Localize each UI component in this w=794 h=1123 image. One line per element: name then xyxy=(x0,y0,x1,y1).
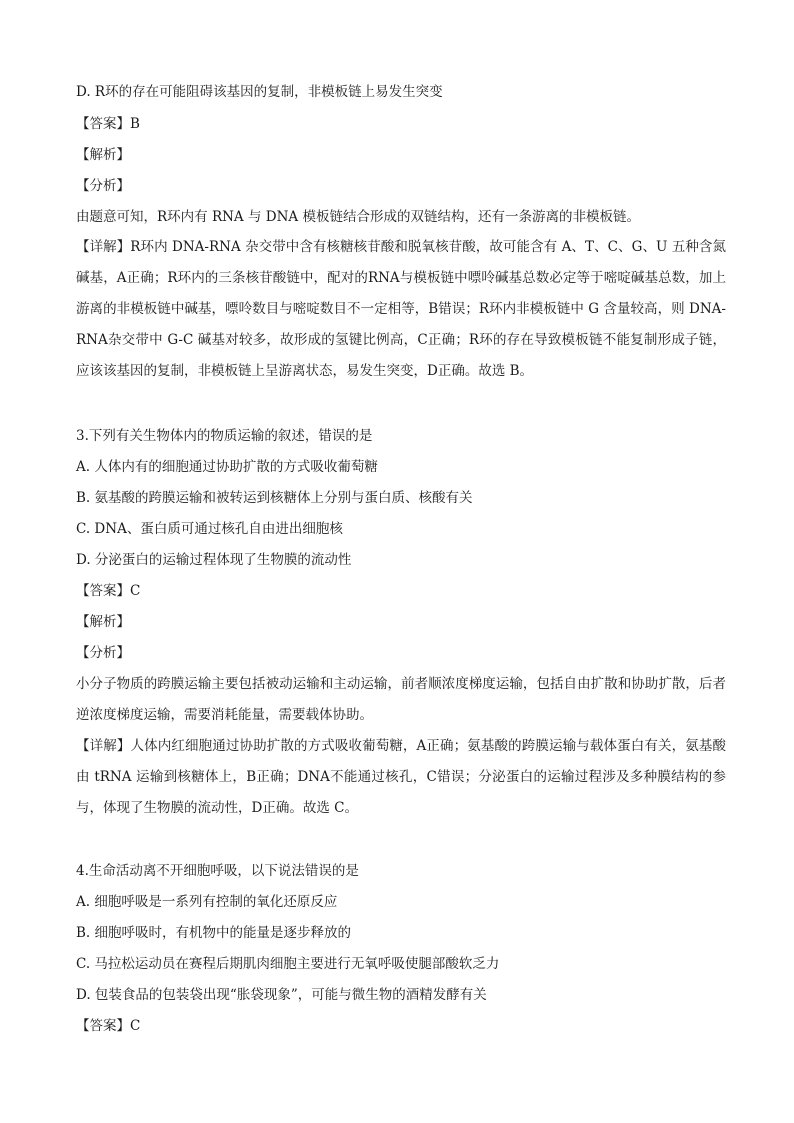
q2-fenxi-text: 由题意可知，R环内有 RNA 与 DNA 模板链结合形成的双链结构，还有一条游离的非模板链。 xyxy=(76,209,640,225)
q4-option-b: B. 细胞呼吸时，有机物中的能量是逐步释放的 xyxy=(76,925,352,941)
q2-fenxi-header: 【分析】 xyxy=(76,178,130,194)
q3-option-c: C. DNA、蛋白质可通过核孔自由进出细胞核 xyxy=(76,521,343,537)
q4-option-c: C. 马拉松运动员在赛程后期肌肉细胞主要进行无氧呼吸使腿部酸软乏力 xyxy=(76,956,500,972)
q4-option-a: A. 细胞呼吸是一系列有控制的氧化还原反应 xyxy=(76,894,338,910)
q2-detail-paragraph xyxy=(76,232,726,387)
q3-analysis-header: 【解析】 xyxy=(76,614,130,630)
q3-fenxi-header: 【分析】 xyxy=(76,645,130,661)
q3-option-d: D. 分泌蛋白的运输过程体现了生物膜的流动性 xyxy=(76,552,352,568)
q3-detail-paragraph xyxy=(76,731,726,824)
q4-stem: 4.生命活动离不开细胞呼吸，以下说法错误的是 xyxy=(76,863,359,879)
q3-detail-text: 【详解】人体内红细胞通过协助扩散的方式吸收葡萄糖，A正确；氨基酸的跨膜运输与载体蛋白有关，氨基酸由 tRNA 运输到核糖体上，B正确；DNA不能通过核孔，C错误；分泌蛋白的运输过程涉及多种膜结构的参与，体现了生物膜的流动性，D正确。故选 C。 xyxy=(76,738,726,816)
q2-option-d: D. R环的存在可能阻碍该基因的复制，非模板链上易发生突变 xyxy=(76,84,443,100)
q3-fenxi-text: 小分子物质的跨膜运输主要包括被动运输和主动运输，前者顺浓度梯度运输，包括自由扩散和协助扩散，后者逆浓度梯度运输，需要消耗能量，需要载体协助。 xyxy=(76,676,726,723)
q4-option-d: D. 包装食品的包装袋出现“胀袋现象”，可能与微生物的酒精发酵有关 xyxy=(76,987,487,1003)
q3-fenxi-paragraph xyxy=(76,669,726,731)
q2-analysis-header: 【解析】 xyxy=(76,147,130,163)
q4-answer: 【答案】C xyxy=(76,1018,141,1034)
q3-answer: 【答案】C xyxy=(76,583,141,599)
q3-stem: 3.下列有关生物体内的物质运输的叙述，错误的是 xyxy=(76,428,373,444)
q3-option-b: B. 氨基酸的跨膜运输和被转运到核糖体上分别与蛋白质、核酸有关 xyxy=(76,490,473,506)
q3-option-a: A. 人体内有的细胞通过协助扩散的方式吸收葡萄糖 xyxy=(76,459,378,475)
q2-answer: 【答案】B xyxy=(76,116,140,132)
q2-detail-text: 【详解】R环内 DNA-RNA 杂交带中含有核糖核苷酸和脱氧核苷酸，故可能含有 A、T、C、G、U 五种含氮碱基，A正确；R环内的三条核苷酸链中，配对的RNA与模板链中嘌呤碱基总数必定等于嘧啶碱基总数，加上游离的非模板链中碱基，嘌呤数目与嘧啶数目不一定相等，B错误；R环内非模板链中 G 含量较高，则 DNA-RNA杂交带中 G-C 碱基对较多，故形成的氢键比例高，C正确；R环的存在导致模板链不能复制形成子链，应该该基因的复制，非模板链上呈游离状态，易发生突变，D正确。故选 B。 xyxy=(76,239,726,379)
